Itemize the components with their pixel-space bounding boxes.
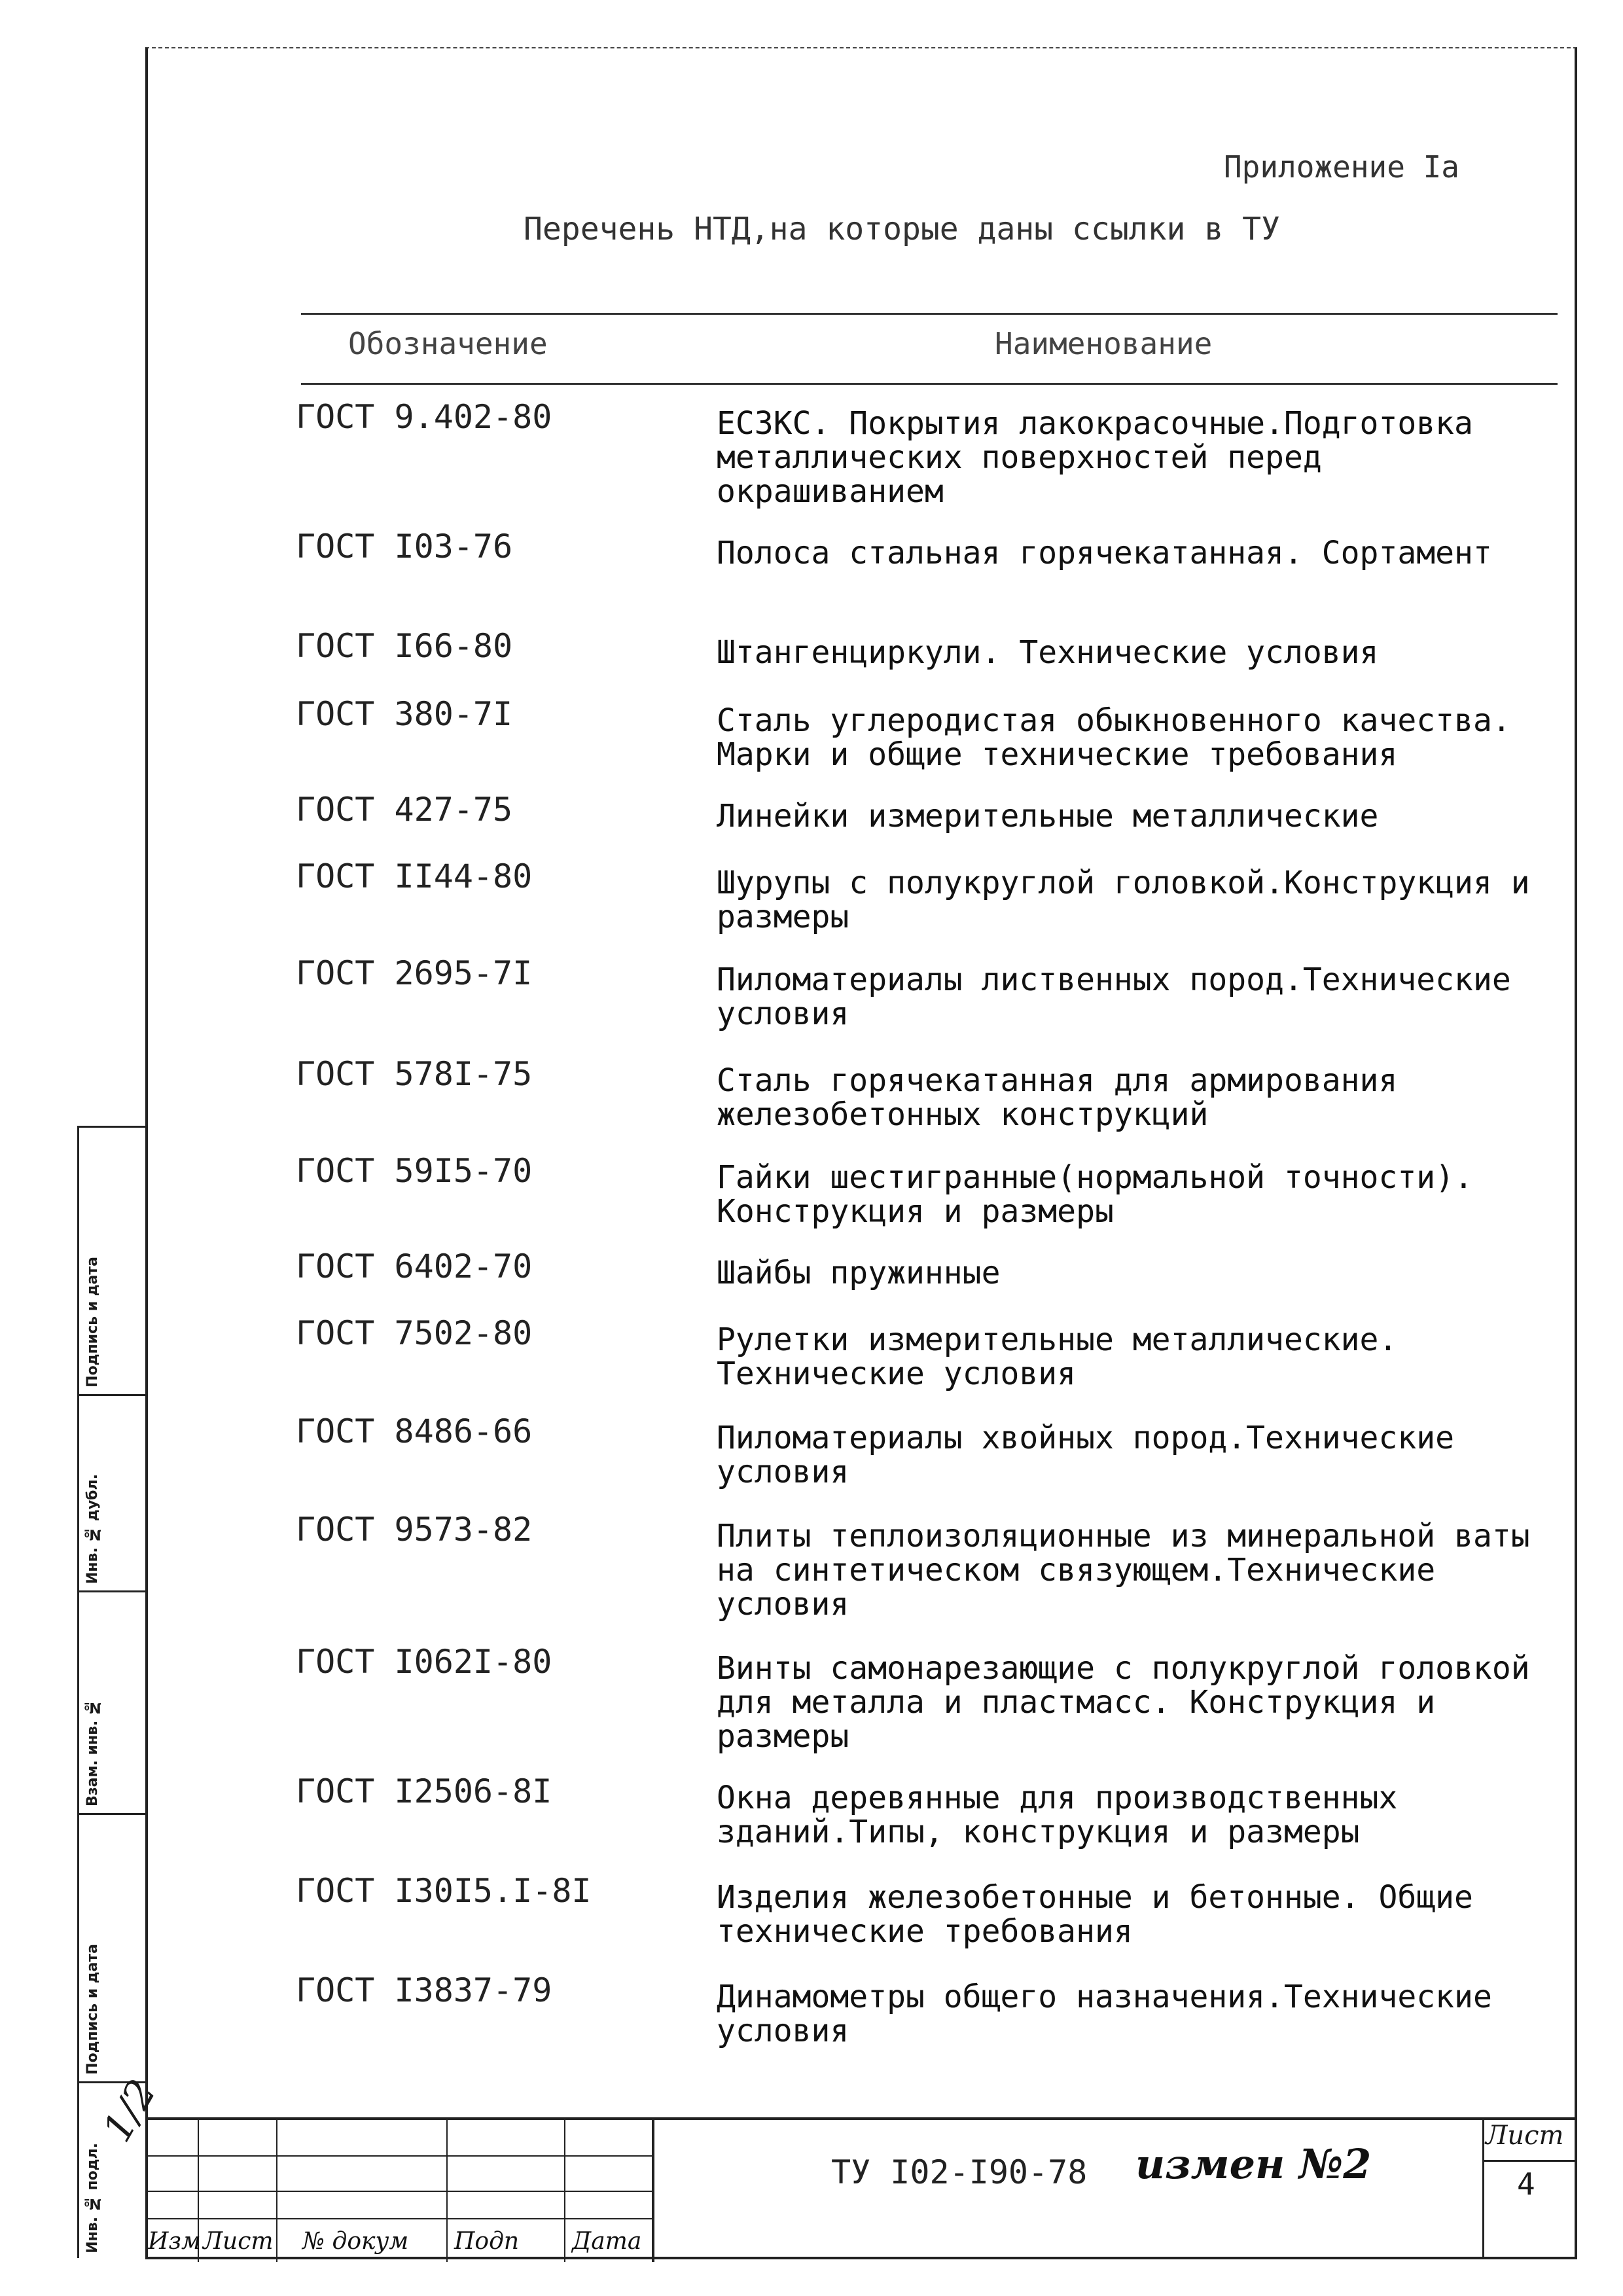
data-label: Дата — [572, 2228, 642, 2255]
grid-rule — [145, 2155, 654, 2157]
standard-name: Гайки шестигранные(нормальной точности). Конструкция и размеры — [717, 1159, 1473, 1230]
standard-name: Окна деревянные для производственных зданий.Типы, конструкция и размеры — [717, 1780, 1398, 1850]
standard-name: Изделия железобетонные и бетонные. Общие технические требования — [717, 1879, 1473, 1950]
table-header-bottom-rule — [301, 383, 1558, 385]
grid-rule — [446, 2120, 448, 2262]
sheet-number: 4 — [1517, 2166, 1535, 2202]
standard-code: ГОСТ 7502-80 — [296, 1314, 533, 1352]
standard-name: Полоса стальная горячекатанная. Сортамент — [717, 535, 1492, 571]
standard-name: Шайбы пружинные — [717, 1255, 1001, 1291]
side-label: Подпись и дата — [84, 1257, 101, 1388]
change-note: измен №2 — [1135, 2140, 1372, 2188]
standard-name: ЕСЗКС. Покрытия лакокрасочные.Подготовка металлических поверхностей перед окрашиванием — [717, 405, 1473, 510]
standard-name: Сталь углеродистая обыкновенного качества. Марки и общие технические требования — [717, 702, 1511, 773]
podp-label: Подп — [454, 2228, 520, 2255]
standard-code: ГОСТ 578I-75 — [296, 1055, 533, 1093]
standard-code: ГОСТ 6402-70 — [296, 1247, 533, 1285]
standard-name: Рулетки измерительные металлические. Технические условия — [717, 1321, 1398, 1392]
standard-name: Штангенциркули. Технические условия — [717, 634, 1379, 671]
standard-name: Плиты теплоизоляционные из минеральной ваты на синтетическом связующем.Технические условия — [717, 1518, 1530, 1623]
appendix-label: Приложение Iа — [1223, 149, 1459, 185]
standard-name: Пиломатериалы хвойных пород.Технические условия — [717, 1420, 1455, 1490]
standard-code: ГОСТ 8486-66 — [296, 1412, 533, 1450]
sheet-label: Лист — [1486, 2121, 1564, 2151]
standard-code: ГОСТ II44-80 — [296, 857, 533, 895]
grid-rule — [145, 2218, 654, 2219]
table-header-top-rule — [301, 313, 1558, 315]
standard-code: ГОСТ 2695-7I — [296, 954, 533, 992]
side-label: Инв. № подл. — [84, 2143, 101, 2253]
standard-code: ГОСТ 9.402-80 — [296, 398, 552, 436]
grid-rule — [564, 2120, 565, 2262]
side-cell-vzam-inv — [79, 1592, 145, 1815]
standard-code: ГОСТ I30I5.I-8I — [296, 1872, 592, 1910]
standard-code: ГОСТ I03-76 — [296, 528, 513, 565]
standard-code: ГОСТ I062I-80 — [296, 1643, 552, 1681]
izm-label: Изм — [148, 2228, 201, 2255]
standard-code: ГОСТ 59I5-70 — [296, 1152, 533, 1190]
column-header-code: Обозначение — [348, 326, 548, 361]
standard-name: Шурупы с полукруглой головкой.Конструкция и размеры — [717, 865, 1530, 935]
grid-rule — [145, 2191, 654, 2192]
grid-rule — [276, 2120, 277, 2262]
standard-code: ГОСТ I2506-8I — [296, 1772, 552, 1810]
list-title: Перечень НТД,на которые даны ссылки в ТУ — [524, 211, 1280, 247]
list-label: Лист — [203, 2228, 274, 2255]
title-block-grid — [145, 2120, 654, 2262]
standard-name: Линейки измерительные металлические — [717, 798, 1379, 834]
side-cell-podpis-data-2 — [79, 1815, 145, 2083]
column-header-name: Наименование — [995, 326, 1213, 361]
sheet-box-rule — [1482, 2160, 1577, 2162]
handwritten-signature: 1/2 — [94, 2072, 166, 2150]
standard-code: ГОСТ 380-7I — [296, 695, 513, 733]
standard-name: Пиломатериалы лиственных пород.Технические условия — [717, 961, 1511, 1032]
standard-name: Винты самонарезающие с полукруглой головкой для металла и пластмасс. Конструкция и размеры — [717, 1650, 1530, 1755]
side-cell-podpis-data — [79, 1128, 145, 1396]
standard-code: ГОСТ I3837-79 — [296, 1971, 552, 2009]
side-label: Подпись и дата — [84, 1944, 101, 2075]
standard-name: Сталь горячекатанная для армирования железобетонных конструкций — [717, 1062, 1398, 1133]
side-label: Взам. инв. № — [84, 1699, 101, 1806]
doc-no-label: № докум — [302, 2228, 409, 2255]
standard-code: ГОСТ 9573-82 — [296, 1511, 533, 1549]
standard-name: Динамометры общего назначения.Технические условия — [717, 1979, 1492, 2049]
side-label: Инв. № дубл. — [84, 1473, 101, 1584]
standard-code: ГОСТ 427-75 — [296, 791, 513, 829]
standard-code: ГОСТ I66-80 — [296, 627, 513, 665]
side-cell-inv-dubl — [79, 1396, 145, 1592]
document-code: ТУ I02-I90-78 — [831, 2153, 1088, 2191]
